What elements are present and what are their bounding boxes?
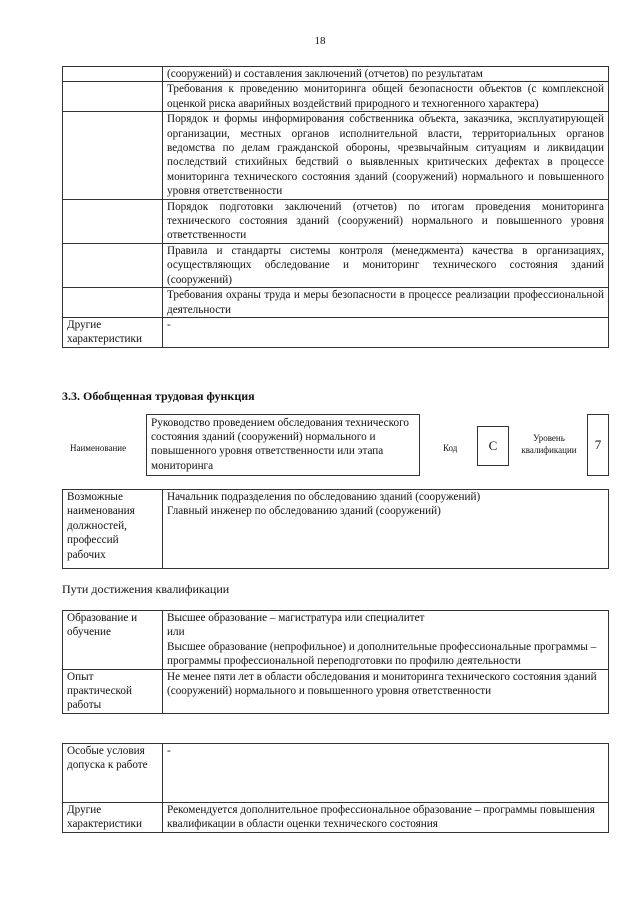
table-row — [63, 67, 609, 82]
code-label: Код — [443, 443, 458, 453]
other-value: Рекомендуется дополнительное профессиональное образование – программы повышения квалификации в области оценки технического состояния — [163, 803, 609, 833]
row-text: Правила и стандарты системы контроля (менеджмента) качества в организациях, осуществляющих обследование и мониторинг технического состояния зданий (сооружений) — [163, 243, 609, 287]
other-label: Другие характеристики — [63, 803, 163, 833]
name-label: Наименование — [70, 443, 127, 453]
special-conditions-value: - — [163, 744, 609, 803]
knowledge-table — [62, 66, 609, 348]
positions-value — [163, 490, 609, 569]
special-conditions-label: Особые условия допуска к работе — [63, 744, 163, 803]
row-label — [63, 199, 163, 243]
row-label — [63, 288, 163, 318]
table-row — [63, 744, 609, 803]
row-text: (сооружений) и составления заключений (отчетов) по результатам — [163, 67, 609, 82]
row-text: Требования охраны труда и меры безопасности в процессе реализации профессиональной деятельности — [163, 288, 609, 318]
other-characteristics-label: Другие характеристики — [63, 317, 163, 347]
table-row — [63, 288, 609, 318]
function-name-box: Руководство проведением обследования технического состояния зданий (сооружений) нормального и повышенного уровня ответственности или этапа мониторинга — [146, 414, 420, 476]
row-text: Порядок и формы информирования собственника объекта, заказчика, эксплуатирующей организации, местных органов исполнительной власти, территориальных органов ведомства по делам гражданской обороны, чрезвычайным ситуациям и ликвидации последствий стихийных бедствий о выявленных критических дефектах в процессе мониторинга технического состояния зданий (сооружений) нормального и повышенного уровня ответственности — [163, 112, 609, 199]
table-row — [63, 490, 609, 569]
row-text: Требования к проведению мониторинга общей безопасности объектов (с комплексной оценкой риска аварийных воздействий природного и техногенного характера) — [163, 82, 609, 112]
table-row — [63, 199, 609, 243]
code-box: C — [477, 426, 509, 466]
paths-heading: Пути достижения квалификации — [62, 582, 230, 596]
other-characteristics-value: - — [163, 317, 609, 347]
education-value — [163, 611, 609, 670]
qualification-table — [62, 610, 609, 714]
experience-label: Опыт практической работы — [63, 669, 163, 713]
education-line: или — [167, 626, 185, 639]
row-label — [63, 82, 163, 112]
table-row — [63, 82, 609, 112]
education-line: Высшее образование – магистратура или специалитет — [167, 612, 425, 624]
conditions-table — [62, 743, 609, 833]
education-line: Высшее образование (непрофильное) и дополнительные профессиональные программы – программы профессиональной переподготовки по профилю деятельности — [167, 640, 597, 668]
page-number: 18 — [314, 35, 326, 47]
row-label — [63, 243, 163, 287]
positions-table — [62, 489, 609, 569]
table-row — [63, 317, 609, 347]
positions-label: Возможные наименования должностей, профессий рабочих — [63, 490, 163, 569]
table-row — [63, 112, 609, 199]
section-heading: 3.3. Обобщенная трудовая функция — [62, 389, 255, 403]
row-label — [63, 112, 163, 199]
table-row — [63, 803, 609, 833]
position-line: Начальник подразделения по обследованию зданий (сооружений) — [167, 491, 481, 503]
table-row — [63, 611, 609, 670]
position-line: Главный инженер по обследованию зданий (сооружений) — [167, 505, 441, 518]
level-label: Уровень квалификации — [521, 433, 577, 455]
level-box: 7 — [587, 414, 609, 476]
table-row — [63, 669, 609, 713]
row-text: Порядок подготовки заключений (отчетов) по итогам проведения мониторинга технического состояния зданий (сооружений) нормального и повышенного уровня ответственности — [163, 199, 609, 243]
table-row — [63, 243, 609, 287]
experience-value: Не менее пяти лет в области обследования и мониторинга технического состояния зданий (сооружений) нормального и повышенного уровня ответственности — [163, 669, 609, 713]
education-label: Образование и обучение — [63, 611, 163, 670]
row-label — [63, 67, 163, 82]
